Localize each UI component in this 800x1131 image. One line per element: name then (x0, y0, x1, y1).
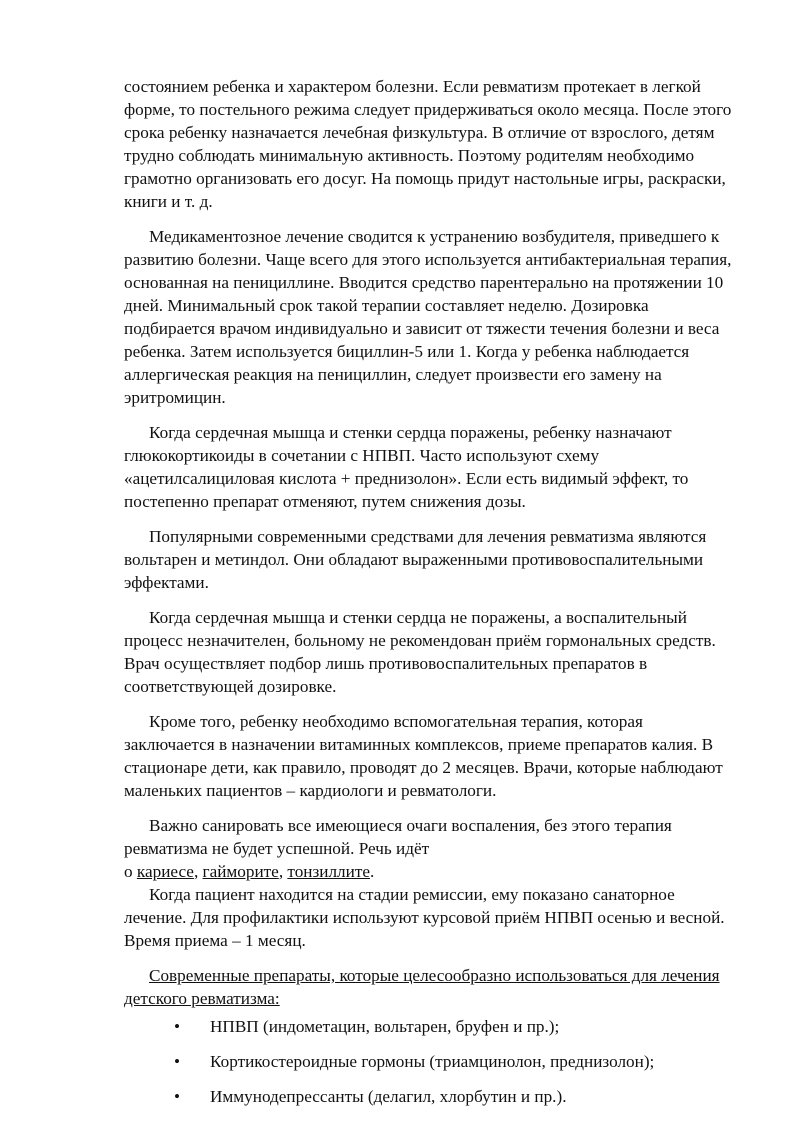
link-caries[interactable]: кариесе (136, 862, 194, 881)
sanitation-prefix: о (124, 862, 137, 881)
link-separator: , (193, 862, 203, 881)
bullet-icon: • (174, 1087, 181, 1106)
list-item (124, 1015, 736, 1038)
paragraph-rest-regime: состоянием ребенка и характером болезни. Если ревматизм протекает в легкой форме, то постельного режима следует придерживаться около месяца. После этого срока ребенку назначается лечебная физкультура. В отличие от взрослого, детям трудно соблюдать минимальную активность. Поэтому родителям необходимо грамотно организовать его досуг. На помощь придут настольные игры, раскраски, книги и т. д. (124, 77, 732, 211)
paragraph-drug-therapy: Медикаментозное лечение сводится к устранению возбудителя, приведшего к развитию болезни. Чаще всего для этого используется антибактериальная терапия, основанная на пенициллине. Вводится средство парентерально на протяжении 10 дней. Минимальный срок такой терапии составляет неделю. Дозировка подбирается врачом индивидуально и зависит от тяжести течения болезни и веса ребенка. Затем используется бициллин-5 или 1. Когда у ребенка наблюдается аллергическая реакция на пенициллин, следует произвести его замену на эритромицин. (124, 227, 732, 407)
sanitation-text: Важно санировать все имеющиеся очаги воспаления, без этого терапия ревматизма не будет успешной. Речь идёт (124, 816, 672, 858)
paragraph-no-hormones: Когда сердечная мышца и стенки сердца не поражены, а воспалительный процесс незначителен, больному не рекомендован приём гормональных средств. Врач осуществляет подбор лишь противовоспалительных препаратов в соответствующей дозировке. (124, 608, 716, 696)
paragraph-modern-drugs: Популярными современными средствами для лечения ревматизма являются вольтарен и метиндол. Они обладают выраженными противовоспалительными эффектами. (124, 527, 707, 592)
bullet-icon: • (174, 1017, 181, 1036)
drugs-heading-text: Современные препараты, которые целесообразно использоваться для лечения детского ревматизма: (124, 966, 720, 1008)
bullet-icon: • (174, 1052, 181, 1071)
document-page (124, 75, 736, 1108)
list-item (124, 1050, 736, 1073)
list-item (124, 1085, 736, 1108)
list-item-text: НПВП (индометацин, вольтарен, бруфен и пр.); (210, 1017, 560, 1036)
paragraph-sanitation (124, 814, 736, 883)
drugs-heading (124, 964, 736, 1010)
link-tonsillitis[interactable]: тонзиллите (287, 862, 370, 881)
link-separator: , (278, 862, 288, 881)
paragraph-remission: Когда пациент находится на стадии ремиссии, ему показано санаторное лечение. Для профилактики используют курсовой приём НПВП осенью и весной. Время приема – 1 месяц. (124, 885, 725, 950)
sentence-end: . (369, 862, 375, 881)
paragraph-glucocorticoids: Когда сердечная мышца и стенки сердца поражены, ребенку назначают глюкокортикоиды в сочетании с НПВП. Часто используют схему «ацетилсалициловая кислота + преднизолон». Если есть видимый эффект, то постепенно препарат отменяют, путем снижения дозы. (124, 423, 689, 511)
link-sinusitis[interactable]: гайморите (202, 862, 279, 881)
list-item-text: Кортикостероидные гормоны (триамцинолон, преднизолон); (210, 1052, 655, 1071)
drugs-list (124, 1015, 736, 1108)
list-item-text: Иммунодепрессанты (делагил, хлорбутин и пр.). (210, 1087, 567, 1106)
paragraph-supportive-therapy: Кроме того, ребенку необходимо вспомогательная терапия, которая заключается в назначении витаминных комплексов, приеме препаратов калия. В стационаре дети, как правило, проводят до 2 месяцев. Врачи, которые наблюдают маленьких пациентов – кардиологи и ревматологи. (124, 712, 723, 800)
